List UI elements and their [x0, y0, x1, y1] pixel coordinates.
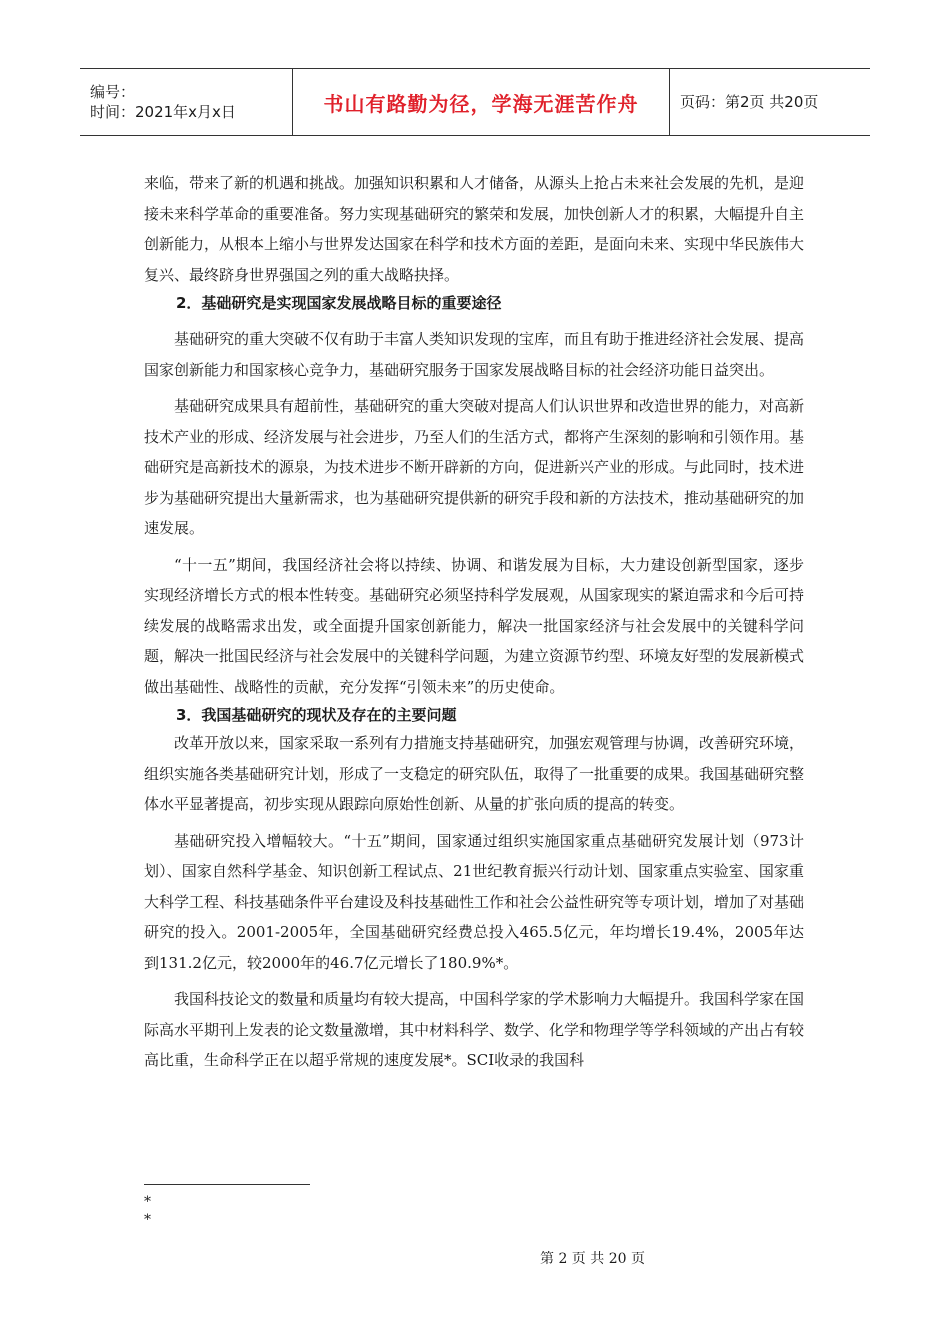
serial-label: 编号： — [90, 83, 136, 101]
paragraph: “十一五”期间，我国经济社会将以持续、协调、和谐发展为目标，大力建设创新型国家，逐步实现经济增长方式的根本性转变。基础研究必须坚持科学发展观，从国家现实的紧迫需求和今后可持续发展的战略需求出发，或全面提升国家创新能力，解决一批国家经济与社会发展中的关键科学问题，解决一批国民经济与社会发展中的关键科学问题，为建立资源节约型、环境友好型的发展新模式做出基础性、战略性的贡献，充分发挥“引领未来”的历史使命。 — [144, 555, 805, 696]
header-right-cell — [670, 69, 871, 136]
page-footer: 第 2 页 共 20 页 — [540, 1251, 645, 1267]
footnote-separator — [144, 1184, 310, 1185]
section-heading-2: 2．基础研究是实现国家发展战略目标的重要途径 — [176, 294, 502, 312]
header-table — [80, 68, 870, 136]
paragraph-continuation: 来临，带来了新的机遇和挑战。加强知识积累和人才储备，从源头上抢占未来社会发展的先机，是迎接未来科学革命的重要准备。努力实现基础研究的繁荣和发展，加快创新人才的积累，大幅提升自主创新能力，从根本上缩小与世界发达国家在科学和技术方面的差距，是面向未来、实现中华民族伟大复兴、最终跻身世界强国之列的重大战略抉择。 — [144, 174, 805, 284]
document-body — [144, 168, 804, 1076]
paragraph: 基础研究成果具有超前性，基础研究的重大突破对提高人们认识世界和改造世界的能力，对高新技术产业的形成、经济发展与社会进步，乃至人们的生活方式，都将产生深刻的影响和引领作用。基础研究是高新技术的源泉，为技术进步不断开辟新的方向，促进新兴产业的形成。与此同时，技术进步为基础研究提出大量新需求，也为基础研究提供新的研究手段和新的方法技术，推动基础研究的加速发展。 — [144, 397, 805, 537]
paragraph: 基础研究的重大突破不仅有助于丰富人类知识发现的宝库，而且有助于推进经济社会发展、提高国家创新能力和国家核心竞争力，基础研究服务于国家发展战略目标的社会经济功能日益突出。 — [144, 330, 805, 379]
header-motto-cell — [293, 69, 670, 136]
time-label: 时间：2021年x月x日 — [90, 103, 236, 121]
footnote-mark-2: * — [144, 1212, 151, 1228]
header-left-cell — [80, 69, 293, 136]
motto-text: 书山有路勤为径，学海无涯苦作舟 — [323, 91, 639, 116]
paragraph: 改革开放以来，国家采取一系列有力措施支持基础研究，加强宏观管理与协调，改善研究环境，组织实施各类基础研究计划，形成了一支稳定的研究队伍，取得了一批重要的成果。我国基础研究整体水平显著提高，初步实现从跟踪向原始性创新、从量的扩张向质的提高的转变。 — [144, 734, 805, 813]
paragraph: 基础研究投入增幅较大。“十五”期间，国家通过组织实施国家重点基础研究发展计划（973计划）、国家自然科学基金、知识创新工程试点、21世纪教育振兴行动计划、国家重点实验室、国家重大科学工程、科技基础条件平台建设及科技基础性工作和社会公益性研究等专项计划，增加了对基础研究的投入。2001-2005年，全国基础研究经费总投入465.5亿元，年均增长19.4%，2005年达到131.2亿元，较2000年的46.7亿元增长了180.9%*。 — [144, 831, 805, 972]
section-heading-3: 3．我国基础研究的现状及存在的主要问题 — [176, 706, 457, 724]
paragraph: 我国科技论文的数量和质量均有较大提高，中国科学家的学术影响力大幅提升。我国科学家在国际高水平期刊上发表的论文数量激增，其中材料科学、数学、化学和物理学等学科领域的产出占有较高比重，生命科学正在以超乎常规的速度发展*。SCI收录的我国科 — [144, 990, 805, 1069]
footnote-mark-1: * — [144, 1194, 151, 1210]
page-info: 页码：第2页 共20页 — [680, 93, 819, 111]
